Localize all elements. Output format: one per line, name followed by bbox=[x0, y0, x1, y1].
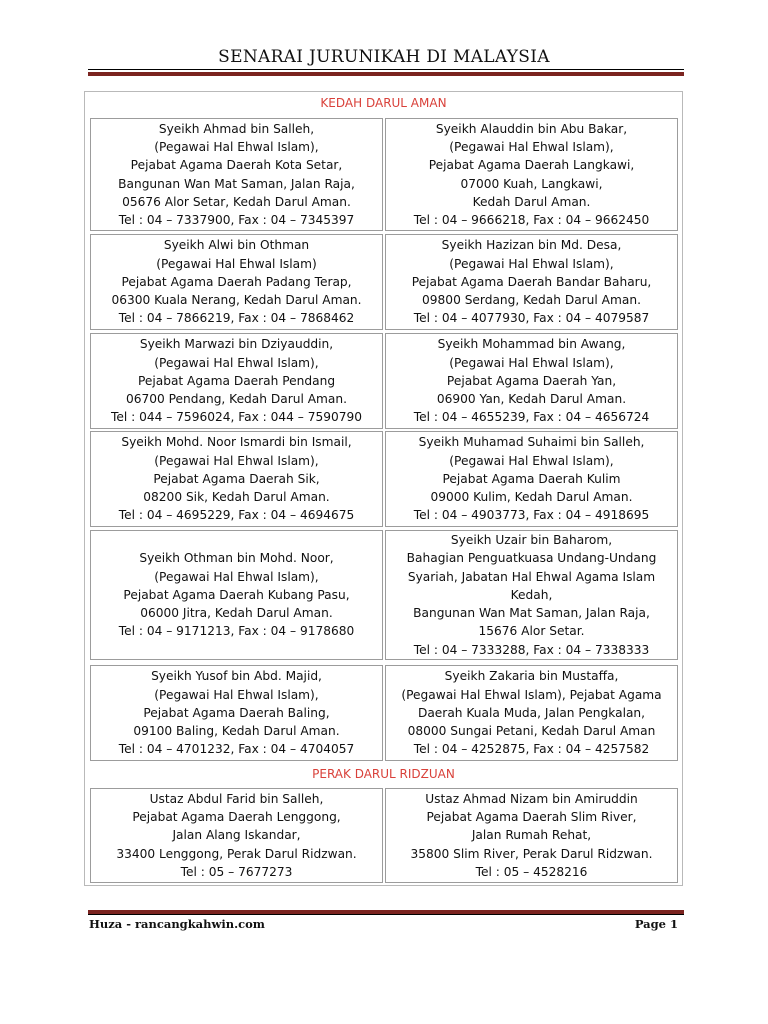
entry-line: 05676 Alor Setar, Kedah Darul Aman. bbox=[122, 194, 351, 209]
entry-line: Bangunan Wan Mat Saman, Jalan Raja, bbox=[413, 606, 650, 621]
entry-line: 35800 Slim River, Perak Darul Ridzwan. bbox=[410, 846, 653, 861]
entry-card bbox=[90, 665, 383, 761]
entry-card bbox=[385, 665, 678, 761]
entry-line: (Pegawai Hal Ehwal Islam), bbox=[154, 687, 319, 702]
entry-line: Syeikh Ahmad bin Salleh, bbox=[158, 121, 315, 136]
entry-line: 09000 Kulim, Kedah Darul Aman. bbox=[430, 490, 633, 505]
entry-line: (Pegawai Hal Ehwal Islam), bbox=[449, 139, 614, 154]
entry-line: Pejabat Agama Daerah Yan, bbox=[446, 373, 617, 388]
entry-line: Syeikh Mohd. Noor Ismardi bin Ismail, bbox=[121, 435, 352, 450]
entry-line: Pejabat Agama Daerah Sik, bbox=[153, 471, 320, 486]
page-number: Page 1 bbox=[634, 917, 678, 931]
entry-line: Pejabat Agama Daerah Pendang bbox=[137, 373, 336, 388]
entry-line: Tel : 05 – 7677273 bbox=[180, 864, 293, 879]
entry-line: Tel : 04 – 9171213, Fax : 04 – 9178680 bbox=[118, 624, 355, 639]
entry-line: Tel : 04 – 4252875, Fax : 04 – 4257582 bbox=[413, 742, 650, 757]
entry-line: (Pegawai Hal Ehwal Islam), bbox=[449, 355, 614, 370]
entry-line: Syeikh Zakaria bin Mustaffa, bbox=[444, 669, 619, 684]
entry-line: 06700 Pendang, Kedah Darul Aman. bbox=[125, 392, 347, 407]
section-heading-perak: PERAK DARUL RIDZUAN bbox=[312, 767, 455, 781]
entry-line: Pejabat Agama Daerah Slim River, bbox=[426, 810, 637, 825]
entry-line: (Pegawai Hal Ehwal Islam), bbox=[449, 256, 614, 271]
entry-line: Tel : 04 – 4077930, Fax : 04 – 4079587 bbox=[413, 311, 650, 326]
entry-line: 33400 Lenggong, Perak Darul Ridzwan. bbox=[116, 846, 357, 861]
header-rule bbox=[88, 69, 684, 76]
entry-line: Tel : 04 – 4903773, Fax : 04 – 4918695 bbox=[413, 508, 650, 523]
entry-line: Syeikh Alwi bin Othman bbox=[163, 238, 310, 253]
entry-line: Tel : 04 – 4695229, Fax : 04 – 4694675 bbox=[118, 508, 355, 523]
entry-card bbox=[90, 530, 383, 660]
entry-line: Pejabat Agama Daerah Kubang Pasu, bbox=[123, 587, 350, 602]
entry-card bbox=[385, 431, 678, 527]
entry-card bbox=[90, 788, 383, 883]
entry-line: Syariah, Jabatan Hal Ehwal Agama Islam bbox=[407, 569, 656, 584]
entry-line: Syeikh Othman bin Mohd. Noor, bbox=[139, 551, 334, 566]
entry-line: Pejabat Agama Daerah Langkawi, bbox=[428, 158, 635, 173]
entry-line: Pejabat Agama Daerah Kota Setar, bbox=[130, 158, 343, 173]
entry-line: Pejabat Agama Daerah Bandar Baharu, bbox=[411, 274, 652, 289]
footer-source: Huza - rancangkahwin.com bbox=[89, 917, 265, 931]
entry-card bbox=[90, 431, 383, 527]
entry-line: Pejabat Agama Daerah Padang Terap, bbox=[121, 274, 352, 289]
entry-line: Bangunan Wan Mat Saman, Jalan Raja, bbox=[118, 176, 355, 191]
page-title: SENARAI JURUNIKAH DI MALAYSIA bbox=[218, 47, 550, 67]
entry-line: Tel : 04 – 7333288, Fax : 04 – 7338333 bbox=[413, 642, 650, 657]
entry-card bbox=[90, 333, 383, 429]
entry-line: Tel : 044 – 7596024, Fax : 044 – 7590790 bbox=[110, 410, 363, 425]
entry-line: Ustaz Ahmad Nizam bin Amiruddin bbox=[425, 791, 638, 806]
entry-line: Pejabat Agama Daerah Lenggong, bbox=[132, 810, 341, 825]
entry-line: 09800 Serdang, Kedah Darul Aman. bbox=[422, 293, 641, 308]
entry-card bbox=[385, 788, 678, 883]
entry-line: Pejabat Agama Daerah Baling, bbox=[143, 705, 330, 720]
entry-line: Jalan Alang Iskandar, bbox=[172, 828, 301, 843]
entry-line: (Pegawai Hal Ehwal Islam) bbox=[156, 256, 317, 271]
entry-line: Tel : 04 – 9666218, Fax : 04 – 9662450 bbox=[413, 213, 650, 228]
entry-card bbox=[90, 118, 383, 231]
entry-card bbox=[385, 530, 678, 660]
entry-line: Tel : 05 – 4528216 bbox=[475, 864, 588, 879]
entry-line: 07000 Kuah, Langkawi, bbox=[460, 176, 603, 191]
entry-line: Pejabat Agama Daerah Kulim bbox=[442, 471, 621, 486]
entry-line: (Pegawai Hal Ehwal Islam), Pejabat Agama bbox=[401, 687, 662, 702]
entry-line: 06000 Jitra, Kedah Darul Aman. bbox=[140, 606, 333, 621]
entry-line: Tel : 04 – 4701232, Fax : 04 – 4704057 bbox=[118, 742, 355, 757]
entry-line: Tel : 04 – 7866219, Fax : 04 – 7868462 bbox=[118, 311, 355, 326]
entry-line: 08000 Sungai Petani, Kedah Darul Aman bbox=[407, 724, 656, 739]
entry-line: Tel : 04 – 4655239, Fax : 04 – 4656724 bbox=[413, 410, 650, 425]
footer-rule bbox=[88, 908, 684, 915]
entry-card bbox=[90, 234, 383, 330]
section-heading-kedah: KEDAH DARUL AMAN bbox=[320, 96, 447, 110]
entry-line: Kedah, bbox=[510, 587, 553, 602]
entry-line: Syeikh Muhamad Suhaimi bin Salleh, bbox=[418, 435, 645, 450]
entry-line: 08200 Sik, Kedah Darul Aman. bbox=[143, 490, 330, 505]
entry-line: (Pegawai Hal Ehwal Islam), bbox=[154, 139, 319, 154]
entry-card bbox=[385, 333, 678, 429]
entry-line: (Pegawai Hal Ehwal Islam), bbox=[154, 453, 319, 468]
entry-line: Bahagian Penguatkuasa Undang-Undang bbox=[406, 551, 657, 566]
entry-line: Syeikh Hazizan bin Md. Desa, bbox=[441, 238, 622, 253]
entry-line: Syeikh Marwazi bin Dziyauddin, bbox=[139, 337, 334, 352]
entry-line: (Pegawai Hal Ehwal Islam), bbox=[154, 355, 319, 370]
entry-line: Tel : 04 – 7337900, Fax : 04 – 7345397 bbox=[118, 213, 355, 228]
entry-card bbox=[385, 234, 678, 330]
entry-line: 09100 Baling, Kedah Darul Aman. bbox=[133, 724, 340, 739]
entry-line: Jalan Rumah Rehat, bbox=[471, 828, 592, 843]
entry-line: Kedah Darul Aman. bbox=[472, 194, 591, 209]
entry-line: Syeikh Yusof bin Abd. Majid, bbox=[151, 669, 322, 684]
entry-line: Syeikh Alauddin bin Abu Bakar, bbox=[435, 121, 628, 136]
entry-card bbox=[385, 118, 678, 231]
entry-line: 06900 Yan, Kedah Darul Aman. bbox=[436, 392, 627, 407]
entry-line: Daerah Kuala Muda, Jalan Pengkalan, bbox=[417, 705, 646, 720]
entry-line: 15676 Alor Setar. bbox=[478, 624, 585, 639]
entry-line: Ustaz Abdul Farid bin Salleh, bbox=[149, 791, 324, 806]
entry-line: (Pegawai Hal Ehwal Islam), bbox=[154, 569, 319, 584]
entry-line: Syeikh Uzair bin Baharom, bbox=[450, 532, 613, 547]
entry-line: (Pegawai Hal Ehwal Islam), bbox=[449, 453, 614, 468]
entry-line: Syeikh Mohammad bin Awang, bbox=[437, 337, 626, 352]
entry-line: 06300 Kuala Nerang, Kedah Darul Aman. bbox=[111, 293, 362, 308]
